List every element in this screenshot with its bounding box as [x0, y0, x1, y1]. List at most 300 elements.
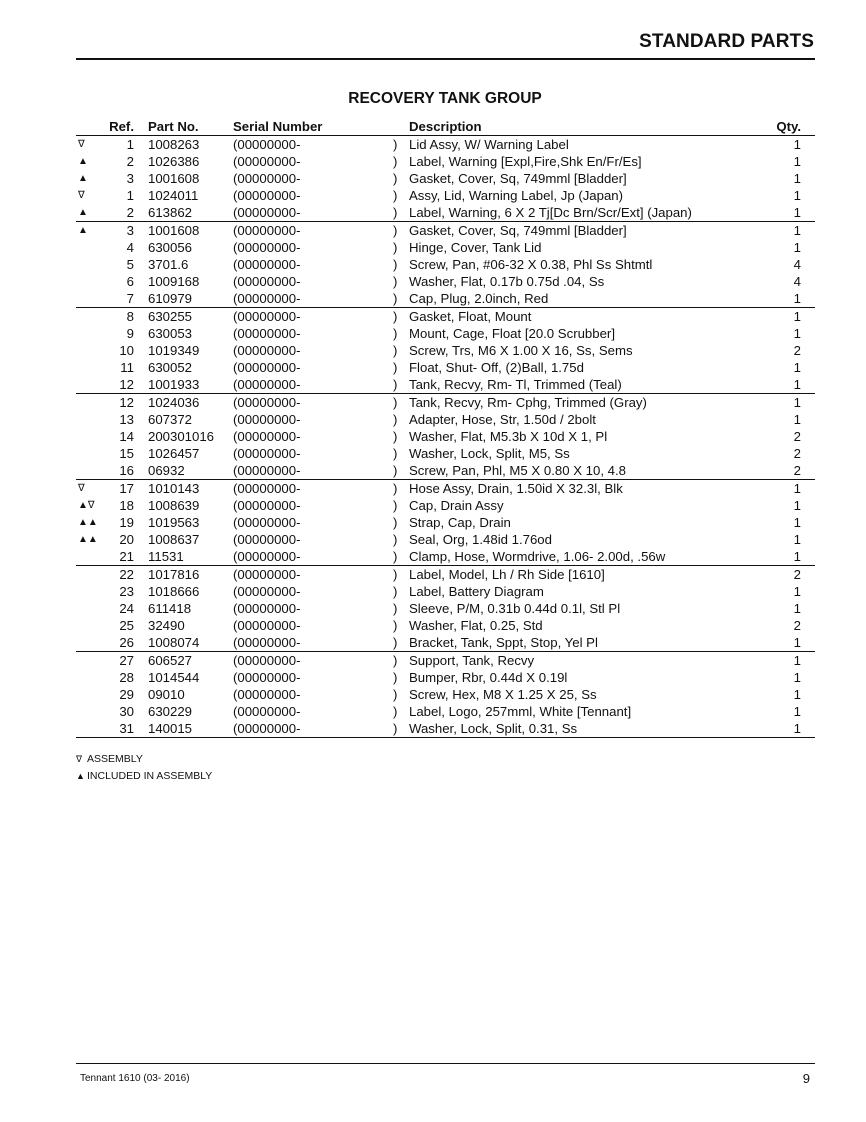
- table-row: [76, 583, 815, 600]
- row-ref: 15: [119, 446, 134, 461]
- row-part-no: 1008263: [148, 137, 200, 152]
- row-ref: 24: [119, 601, 134, 616]
- page-header-title: STANDARD PARTS: [639, 31, 814, 52]
- row-part-no: 630229: [148, 704, 193, 719]
- legend-item-assembly: [76, 751, 212, 768]
- row-ref: 22: [106, 566, 148, 584]
- row-serial-close: ): [393, 498, 398, 513]
- row-ref: 25: [119, 618, 134, 633]
- row-description: Clamp, Hose, Wormdrive, 1.06- 2.00d, .56w: [409, 549, 666, 564]
- row-qty: 1: [793, 670, 801, 685]
- row-mark-icon: ▲∇: [78, 500, 95, 511]
- table-row: [76, 686, 815, 703]
- row-ref: 3: [106, 222, 148, 240]
- row-serial: (00000000-: [233, 394, 393, 412]
- row-mark-icon: [76, 445, 106, 462]
- row-serial-close: ): [393, 171, 398, 186]
- table-row: [76, 308, 815, 326]
- row-qty: 2: [793, 618, 801, 633]
- table-header-row: [76, 119, 815, 136]
- row-mark-icon: [76, 411, 106, 428]
- row-ref: 19: [119, 515, 134, 530]
- table-row: [76, 617, 815, 634]
- row-mark-icon: ∇: [76, 480, 106, 498]
- table-row: [76, 652, 815, 670]
- row-part-no: 32490: [148, 618, 185, 633]
- row-description: Gasket, Cover, Sq, 749mml [Bladder]: [409, 222, 765, 240]
- row-qty: 1: [793, 549, 801, 564]
- row-description: Gasket, Cover, Sq, 749mml [Bladder]: [409, 171, 627, 186]
- row-description: Label, Battery Diagram: [409, 584, 544, 599]
- row-qty: 1: [793, 584, 801, 599]
- row-serial: (00000000-: [233, 377, 301, 392]
- row-mark-icon: [76, 703, 106, 720]
- row-qty: 1: [793, 360, 801, 375]
- table-row: [76, 342, 815, 359]
- row-serial: (00000000-: [233, 308, 393, 326]
- row-serial: (00000000-: [233, 652, 393, 670]
- row-qty: 1: [793, 171, 801, 186]
- row-serial: (00000000-: [233, 257, 301, 272]
- row-qty: 1: [793, 635, 801, 650]
- row-serial: (00000000-: [233, 601, 301, 616]
- row-serial-close: ): [393, 584, 398, 599]
- row-qty: 1: [765, 480, 815, 498]
- table-row: [76, 256, 815, 273]
- row-part-no: 630056: [148, 240, 193, 255]
- table-row: [76, 394, 815, 412]
- row-serial-close: ): [393, 480, 409, 498]
- row-qty: 1: [765, 308, 815, 326]
- row-ref: 18: [119, 498, 134, 513]
- row-serial: (00000000-: [233, 687, 301, 702]
- row-part-no: 607372: [148, 412, 193, 427]
- row-qty: 1: [793, 377, 801, 392]
- row-qty: 1: [793, 532, 801, 547]
- row-serial-close: ): [393, 137, 398, 152]
- row-serial-close: ): [393, 549, 398, 564]
- row-ref: 13: [119, 412, 134, 427]
- row-qty: 1: [793, 291, 801, 306]
- row-serial: (00000000-: [233, 480, 393, 498]
- row-serial-close: ): [393, 326, 398, 341]
- row-serial-close: ): [393, 635, 398, 650]
- row-part-no: 140015: [148, 720, 233, 738]
- row-mark-icon: [76, 394, 106, 412]
- row-serial: (00000000-: [233, 584, 301, 599]
- row-ref: 5: [126, 257, 134, 272]
- row-part-no: 1010143: [148, 480, 233, 498]
- row-serial: (00000000-: [233, 291, 301, 306]
- row-qty: 4: [793, 274, 801, 289]
- row-part-no: 1014544: [148, 670, 200, 685]
- row-mark-icon: ▲: [76, 222, 106, 240]
- row-description: Seal, Org, 1.48id 1.76od: [409, 532, 552, 547]
- row-serial: (00000000-: [233, 171, 301, 186]
- row-serial-close: ): [393, 343, 398, 358]
- row-part-no: 1019563: [148, 515, 200, 530]
- row-mark-icon: [76, 634, 106, 652]
- table-row: [76, 480, 815, 498]
- row-qty: 1: [765, 222, 815, 240]
- row-description: Sleeve, P/M, 0.31b 0.44d 0.1l, Stl Pl: [409, 601, 621, 616]
- row-description: Mount, Cage, Float [20.0 Scrubber]: [409, 326, 615, 341]
- row-serial: (00000000-: [233, 549, 301, 564]
- row-qty: 1: [793, 687, 801, 702]
- row-part-no: 1024036: [148, 394, 233, 412]
- row-serial: (00000000-: [233, 360, 301, 375]
- row-qty: 1: [793, 326, 801, 341]
- row-description: Screw, Pan, Phl, M5 X 0.80 X 10, 4.8: [409, 463, 626, 478]
- row-ref: 12: [119, 377, 134, 392]
- row-ref: 21: [119, 549, 134, 564]
- row-serial: (00000000-: [233, 326, 301, 341]
- row-qty: 1: [793, 515, 801, 530]
- row-description: Screw, Trs, M6 X 1.00 X 16, Ss, Sems: [409, 343, 633, 358]
- row-serial-close: ): [393, 240, 398, 255]
- row-part-no: 1008074: [148, 635, 200, 650]
- row-description: Support, Tank, Recvy: [409, 652, 765, 670]
- parts-table: [76, 119, 815, 738]
- row-serial: (00000000-: [233, 188, 301, 203]
- row-mark-icon: [76, 686, 106, 703]
- row-mark-icon: [76, 239, 106, 256]
- row-description: Washer, Flat, 0.25, Std: [409, 618, 543, 633]
- row-serial-close: ): [393, 222, 409, 240]
- footer-model-date: Tennant 1610 (03- 2016): [80, 1073, 190, 1084]
- row-ref: 23: [119, 584, 134, 599]
- row-ref: 1: [126, 137, 134, 152]
- row-part-no: 630053: [148, 326, 193, 341]
- row-ref: 7: [126, 291, 134, 306]
- row-description: Tank, Recvy, Rm- Cphg, Trimmed (Gray): [409, 394, 765, 412]
- row-ref: 11: [120, 360, 134, 375]
- row-ref: 31: [106, 720, 148, 738]
- row-serial-close: ): [393, 670, 398, 685]
- row-serial: (00000000-: [233, 720, 393, 738]
- row-description: Adapter, Hose, Str, 1.50d / 2bolt: [409, 412, 596, 427]
- footer-rule: [76, 1063, 815, 1064]
- row-ref: 2: [126, 154, 134, 169]
- row-part-no: 606527: [148, 652, 233, 670]
- legend-item-included: [76, 768, 212, 785]
- page-number: 9: [802, 1071, 810, 1086]
- row-serial: (00000000-: [233, 635, 301, 650]
- row-ref: 8: [106, 308, 148, 326]
- row-serial-close: ): [393, 618, 398, 633]
- row-qty: 1: [793, 498, 801, 513]
- row-serial-close: ): [393, 274, 398, 289]
- row-part-no: 1009168: [148, 274, 200, 289]
- row-serial-close: ): [393, 377, 398, 392]
- row-qty: 2: [793, 446, 801, 461]
- row-description: Label, Warning, 6 X 2 Tj[Dc Brn/Scr/Ext] (Japan): [409, 205, 692, 220]
- table-row: [76, 531, 815, 548]
- row-part-no: 611418: [148, 601, 192, 616]
- row-mark-icon: [76, 669, 106, 686]
- row-mark-icon: ▲: [78, 207, 88, 218]
- row-serial-close: ): [393, 429, 398, 444]
- row-mark-icon: [76, 583, 106, 600]
- row-mark-icon: [76, 290, 106, 308]
- table-row: [76, 548, 815, 566]
- row-serial: (00000000-: [233, 446, 301, 461]
- row-qty: 2: [765, 566, 815, 584]
- row-serial: (00000000-: [233, 618, 301, 633]
- table-row: [76, 703, 815, 720]
- row-qty: 1: [793, 601, 801, 616]
- row-description: Washer, Lock, Split, 0.31, Ss: [409, 720, 765, 738]
- row-mark-icon: [76, 652, 106, 670]
- row-part-no: 11531: [148, 549, 184, 564]
- row-mark-icon: [76, 600, 106, 617]
- row-mark-icon: [76, 720, 106, 738]
- row-qty: 1: [793, 154, 801, 169]
- legend: [76, 751, 212, 785]
- row-ref: 30: [119, 704, 134, 719]
- table-row: [76, 514, 815, 531]
- row-qty: 1: [793, 704, 801, 719]
- header-rule: [76, 58, 815, 60]
- row-part-no: 200301016: [148, 429, 215, 444]
- row-mark-icon: [76, 548, 106, 566]
- row-part-no: 613862: [148, 205, 193, 220]
- table-row: [76, 204, 815, 222]
- row-mark-icon: [76, 462, 106, 480]
- row-mark-icon: ▲▲: [78, 534, 98, 545]
- row-serial: (00000000-: [233, 137, 301, 152]
- row-ref: 3: [126, 171, 134, 186]
- row-qty: 2: [793, 429, 801, 444]
- table-row: [76, 411, 815, 428]
- row-ref: 27: [106, 652, 148, 670]
- row-serial-close: ): [393, 687, 398, 702]
- table-row: [76, 359, 815, 376]
- row-ref: 14: [119, 429, 134, 444]
- mark-column-header: [76, 119, 106, 136]
- table-row: [76, 187, 815, 204]
- row-mark-icon: [76, 256, 106, 273]
- row-serial: (00000000-: [233, 515, 301, 530]
- row-mark-icon: ∇: [78, 139, 85, 150]
- row-part-no: 1024011: [148, 188, 199, 203]
- row-ref: 29: [119, 687, 134, 702]
- row-description: Lid Assy, W/ Warning Label: [409, 137, 569, 152]
- table-row: [76, 428, 815, 445]
- row-description: Screw, Hex, M8 X 1.25 X 25, Ss: [409, 687, 597, 702]
- row-ref: 16: [119, 463, 134, 478]
- row-serial-close: ): [393, 463, 398, 478]
- row-part-no: 1001608: [148, 222, 233, 240]
- description-column-header: Description: [409, 119, 765, 136]
- row-serial-close: ): [393, 188, 398, 203]
- row-serial-close: ): [393, 205, 398, 220]
- row-serial: (00000000-: [233, 240, 301, 255]
- row-ref: 26: [119, 635, 134, 650]
- row-mark-icon: [76, 376, 106, 394]
- paren-column-header: [393, 119, 409, 136]
- parts-table-body: [76, 136, 815, 738]
- row-serial-close: ): [393, 308, 409, 326]
- row-mark-icon: [76, 325, 106, 342]
- row-ref: 4: [126, 240, 134, 255]
- row-mark-icon: [76, 273, 106, 290]
- row-description: Bracket, Tank, Sppt, Stop, Yel Pl: [409, 635, 598, 650]
- row-serial: (00000000-: [233, 222, 393, 240]
- row-serial-close: ): [393, 291, 398, 306]
- row-description: Gasket, Float, Mount: [409, 308, 765, 326]
- row-description: Screw, Pan, #06-32 X 0.38, Phl Ss Shtmtl: [409, 257, 653, 272]
- row-description: Washer, Flat, 0.17b 0.75d .04, Ss: [409, 274, 605, 289]
- row-ref: 10: [119, 343, 134, 358]
- row-part-no: 1017816: [148, 566, 233, 584]
- row-serial: (00000000-: [233, 154, 301, 169]
- table-row: [76, 239, 815, 256]
- table-row: [76, 720, 815, 738]
- row-part-no: 1018666: [148, 584, 200, 599]
- row-mark-icon: [76, 617, 106, 634]
- row-serial: (00000000-: [233, 463, 301, 478]
- row-serial-close: ): [393, 257, 398, 272]
- row-ref: 2: [126, 205, 134, 220]
- row-serial-close: ): [393, 446, 398, 461]
- row-description: Washer, Flat, M5.3b X 10d X 1, Pl: [409, 429, 608, 444]
- row-mark-icon: ▲: [78, 156, 88, 167]
- row-mark-icon: [76, 342, 106, 359]
- row-serial-close: ): [393, 704, 398, 719]
- row-serial-close: ): [393, 601, 398, 616]
- row-part-no: 09010: [148, 687, 185, 702]
- table-row: [76, 462, 815, 480]
- row-qty: 1: [765, 394, 815, 412]
- row-serial-close: ): [393, 652, 409, 670]
- row-serial: (00000000-: [233, 205, 301, 220]
- row-qty: 1: [793, 137, 801, 152]
- row-part-no: 1008637: [148, 532, 200, 547]
- row-serial: (00000000-: [233, 532, 301, 547]
- table-row: [76, 222, 815, 240]
- table-row: [76, 170, 815, 187]
- row-serial: (00000000-: [233, 274, 301, 289]
- row-mark-icon: ▲▲: [78, 517, 98, 528]
- group-title: RECOVERY TANK GROUP: [348, 90, 542, 107]
- row-part-no: 1001933: [148, 377, 200, 392]
- row-serial: (00000000-: [233, 498, 301, 513]
- row-serial: (00000000-: [233, 429, 301, 444]
- qty-column-header: Qty.: [765, 119, 815, 136]
- row-mark-icon: [76, 428, 106, 445]
- row-serial: (00000000-: [233, 412, 301, 427]
- row-part-no: 1019349: [148, 343, 200, 358]
- row-part-no: 1026386: [148, 154, 200, 169]
- row-qty: 1: [793, 412, 801, 427]
- row-description: Tank, Recvy, Rm- Tl, Trimmed (Teal): [409, 377, 622, 392]
- table-row: [76, 600, 815, 617]
- row-serial: (00000000-: [233, 566, 393, 584]
- row-description: Washer, Lock, Split, M5, Ss: [409, 446, 570, 461]
- row-description: Bumper, Rbr, 0.44d X 0.19l: [409, 670, 568, 685]
- row-serial-close: ): [393, 566, 409, 584]
- row-ref: 6: [126, 274, 134, 289]
- row-mark-icon: [76, 359, 106, 376]
- table-row: [76, 290, 815, 308]
- row-serial-close: ): [393, 394, 409, 412]
- row-description: Cap, Plug, 2.0inch, Red: [409, 291, 549, 306]
- row-qty: 1: [793, 205, 801, 220]
- legend-text: ASSEMBLY: [87, 753, 143, 765]
- row-ref: 20: [119, 532, 134, 547]
- row-qty: 2: [793, 463, 801, 478]
- row-description: Float, Shut- Off, (2)Ball, 1.75d: [409, 360, 584, 375]
- row-mark-icon: [76, 308, 106, 326]
- row-mark-icon: [76, 566, 106, 584]
- row-qty: 1: [765, 720, 815, 738]
- row-qty: 1: [765, 652, 815, 670]
- row-description: Strap, Cap, Drain: [409, 515, 511, 530]
- table-row: [76, 136, 815, 154]
- row-serial-close: ): [393, 412, 398, 427]
- table-row: [76, 325, 815, 342]
- row-ref: 28: [119, 670, 134, 685]
- row-mark-icon: ▲: [78, 173, 88, 184]
- row-part-no: 610979: [148, 291, 193, 306]
- row-serial-close: ): [393, 360, 398, 375]
- assembly-symbol-icon: ∇: [76, 754, 83, 764]
- row-part-no: 3701.6: [148, 257, 189, 272]
- row-description: Label, Logo, 257mml, White [Tennant]: [409, 704, 632, 719]
- row-description: Hinge, Cover, Tank Lid: [409, 240, 542, 255]
- serial-column-header: Serial Number: [233, 119, 393, 136]
- row-qty: 4: [793, 257, 801, 272]
- row-qty: 2: [793, 343, 801, 358]
- table-row: [76, 669, 815, 686]
- table-row: [76, 273, 815, 290]
- row-serial: (00000000-: [233, 704, 301, 719]
- row-qty: 1: [793, 188, 801, 203]
- row-description: Label, Model, Lh / Rh Side [1610]: [409, 566, 765, 584]
- row-part-no: 06932: [148, 463, 185, 478]
- row-ref: 12: [106, 394, 148, 412]
- row-part-no: 1026457: [148, 446, 200, 461]
- row-part-no: 630255: [148, 308, 233, 326]
- row-part-no: 630052: [148, 360, 193, 375]
- table-row: [76, 376, 815, 394]
- table-row: [76, 445, 815, 462]
- row-serial-close: ): [393, 532, 398, 547]
- row-serial-close: ): [393, 154, 398, 169]
- part-no-column-header: Part No.: [148, 119, 233, 136]
- row-serial: (00000000-: [233, 343, 301, 358]
- row-serial-close: ): [393, 515, 398, 530]
- row-part-no: 1001608: [148, 171, 200, 186]
- row-serial: (00000000-: [233, 670, 301, 685]
- table-row: [76, 153, 815, 170]
- row-serial-close: ): [393, 720, 409, 738]
- row-qty: 1: [793, 240, 801, 255]
- row-description: Label, Warning [Expl,Fire,Shk En/Fr/Es]: [409, 154, 642, 169]
- table-row: [76, 634, 815, 652]
- table-row: [76, 566, 815, 584]
- legend-text: INCLUDED IN ASSEMBLY: [87, 770, 213, 782]
- row-description: Assy, Lid, Warning Label, Jp (Japan): [409, 188, 624, 203]
- ref-column-header: Ref.: [106, 119, 148, 136]
- row-mark-icon: ∇: [78, 190, 85, 201]
- row-part-no: 1008639: [148, 498, 200, 513]
- row-description: Hose Assy, Drain, 1.50id X 32.3l, Blk: [409, 480, 765, 498]
- row-description: Cap, Drain Assy: [409, 498, 504, 513]
- included-symbol-icon: ▲: [76, 771, 85, 781]
- row-ref: 17: [106, 480, 148, 498]
